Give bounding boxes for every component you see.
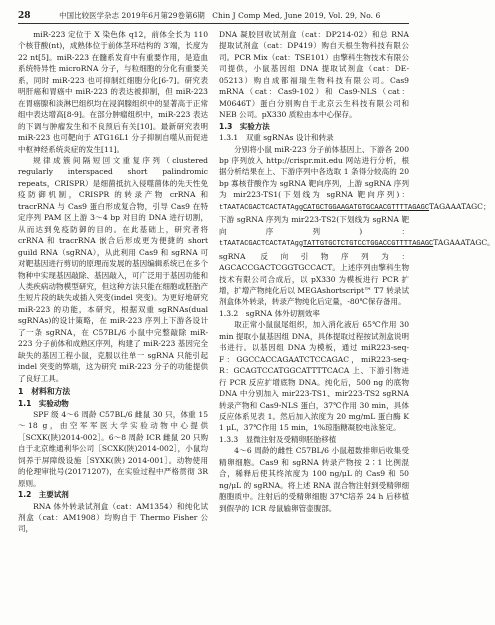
paragraph-animals: SPF 级 4～6 周龄 C57BL/6 雌鼠 30 只，体重 15～18 g，由空军军医大学实验动物中心提供［SCXK(陕)2014-002］。6～8 周龄 ICR 雌鼠 20 只购自于北京维通利华公司［SCXK(陕)2014-002］，小鼠均饲养于屏障级设施［SYXK(陕) 2014-001］。动物使用的伦理审批号(20171207)，在实验过程中严格贯彻 3R 原则。 <box>18 409 208 488</box>
paragraph-crispr-background: 规律成簇间隔短回文重复序列（clustered regularly interspaced short palindromic repeats，CRISPR）是细菌抵抗入侵噬菌体的先天性免疫防御机制，CRISPR 的转录产物 crRNA 和 tracrRNA 与 Cas9 蛋白形成复合物，引导 Cas9 在特定序列 PAM 区上游 3～4 bp 对目的 DNA 进行切割，从而达到免疫防御的目的。在此基础上，研究者将 crRNA 和 tracrRNA 嵌合后形成更为便捷的 short guild RNA（sgRNA），从此利用 Cas9 和 sgRNA 可对靶基因进行剪切的原理而发展的基因编辑系统已在多个物种中实现基因敲除、基因敲入，可广泛用于基因功能和人类疾病动物模型研究，但这种方法只能在细胞或胚胎产生短片段的缺失或插入突变(indel 突变)。为更好地研究 miR-223 的功能，本研究，根据双重 sgRNAs(dual sgRNAs)的设计策略，在 miR-223 序列上下游各设计了一条 sgRNA，在 C57BL/6 小鼠中完整敲除 miR-223 分子前体和成熟区序列，构建了 miR-223 基因完全缺失的基因工程小鼠，克服以往单一 sgRNA 只能引起 indel 突变的弊端，这为研究 miR-223 分子的功能提供了良好工具。 <box>18 155 208 383</box>
sgrna-seq2-prefix: tTAATACGACTCACTATAgg <box>219 240 304 249</box>
sgrna-seq1-tail: TAGAAATAGC；下游 sgRNA 序列为 mir223-TS2(下划线为 sgRNA 靶向序列)： <box>219 201 491 236</box>
journal-title-cn: 中国比较医学杂志 2019年6月第29卷第6期 <box>59 11 205 20</box>
sgrna-design-text: 分别将小鼠 miR-223 分子前体基因上、下游各 200 bp 序列放入 http://crispr.mit.edu 网站进行分析，根据分析结果在上、下游序列中各选取 1 条得分较高的 20 bp 寡核苷酸作为 sgRNA 靶向序列，上游 sgRNA 序列为 mir223-TS1(下划线为 sgRNA 靶向序列)： <box>219 144 409 200</box>
sgrna-seq1-target: CATGCTGGAAGATGTGCAACGTTTTAGAGC <box>303 203 430 212</box>
paragraph-reagents-continued: DNA 凝胶回收试剂盒（cat：DP214-02）和总 RNA 提取试剂盒（cat：DP419）购自天根生物科技有限公司。PCR Mix（cat：TSE101）由擎科生物技术有限公司提供，小鼠基因组 DNA 提取试剂盒（cat：DE-05213）购自成都福瑞生物科技有限公司。Cas9 mRNA（cat：Cas9-102）和 Cas9-NLS（cat：M0646T）蛋白分别购自于北京云生科技有限公司和 NEB 公司。pX330 质粒由本中心保存。 <box>219 30 409 120</box>
page-number: 28 <box>18 11 31 21</box>
paragraph-cleavage: 取正常小鼠鼠尾组织，加入消化液后 65℃作用 30 min 提取小鼠基因组 DNA，具体提取过程按试剂盒说明书进行。以基因组 DNA 为模板，通过 miR223-seq-F：GGCCACCAGAATCTCCAGAC，miR223-seq-R：GCAGTCCATGGCATTTTCACA 上、下游引物进行 PCR 反应扩增底物 DNA。纯化后，500 ng 的底物 DNA 中分别加入 mir223-TS1、mir223-TS2 sgRNA 转录产物和 Cas9-NLS 蛋白，37℃作用 30 min，具体反应体系见表 1。然后加入浓度为 20 mg/mL 蛋白酶 K 1 μL，37℃作用 15 min，1%琼脂糖凝胶电泳鉴定。 <box>219 320 409 433</box>
right-column <box>219 29 495 535</box>
two-column-body <box>18 29 495 535</box>
paragraph-microinjection: 4～6 周龄的雌性 C57BL/6 小鼠超数排卵后收集受精卵细胞。Cas9 和 sgRNA 转录产物按 2∶1 比例混合，稀释后使其终浓度为 100 ng/μL 的 Cas9 和 50 ng/μL 的 sgRNA。将上述 RNA 混合物注射到受精卵细胞胞质中。注射后的受精卵细胞 37℃培养 24 h 后移植到假孕的 ICR 母鼠输卵管壶腹部。 <box>219 446 409 513</box>
sgrna-seq2-tail: TAGAAATAGC。sgRNA 反向引物序列为：AGCACCGACTCGGTGCCACT。上述序列由擎科生物技术有限公司合成后，以 pX330 为模板进行 PCR 扩增，扩增产物纯化后以 MEGAshortscript™ T7 转录试剂盒体外转录，转录产物纯化后定量，-80℃保存备用。 <box>219 238 495 307</box>
paragraph-mir223-background: miR-223 定位于 X 染色体 q12，前体全长为 110 个核苷酸(nt)，成熟体位于前体茎环结构的 3′端，长度为 22 nt[5]。miR-223 在髓系发育中有重要作用，是造血系统特异性 microRNA 分子，与粒细胞的分化有重要关系，同时 miR-223 也可抑制红细胞分化[6-7]。研究表明肝癌和胃癌中 miR-223 的表达被抑制，但 miR-223 在胃癌腺和淡淋巴组织均在浸润腺组织中的显著高于正常组中表达增高[8-9]。在部分肿瘤组织中，miR-223 表达的下调与肿瘤发生和不良预后有关[10]。最新研究表明 miR-223 也可靶向于 ATG16L1 分子抑制自噬从而促进中枢神经系统炎症的发生[11]。 <box>18 30 208 154</box>
journal-title-en: Chin J Comp Med, June 2019, Vol. 29, No. 6 <box>212 11 381 20</box>
paragraph-reagents-start: RNA 体外转录试剂盒（cat：AM1354）和纯化试剂盒（cat：AM1908）均购自于 Thermo Fisher 公司， <box>18 501 208 534</box>
subsubsection-heading-microinjection: 1.3.3 显微注射及受精卵胚胎移植 <box>219 434 337 444</box>
section-heading-materials-methods: 1 材料和方法 <box>18 387 71 397</box>
left-column <box>18 29 208 535</box>
subsection-heading-reagents: 1.2 主要试剂 <box>18 490 69 500</box>
subsection-heading-methods: 1.3 实验方法 <box>219 121 270 131</box>
subsubsection-heading-cleavage: 1.3.2 sgRNA 体外切割效率 <box>219 308 320 318</box>
subsubsection-heading-sgrna-design: 1.3.1 双重 sgRNAs 设计和转录 <box>219 133 334 143</box>
paragraph-sgrna-design <box>219 144 495 308</box>
journal-citation <box>31 10 409 21</box>
sgrna-seq2-target: TATTGTGCTCTGTCCTGGACCGTTTTAGAGC <box>303 240 434 249</box>
running-header <box>18 10 409 24</box>
sgrna-seq1-prefix: tTAATACGACTCACTATAgg <box>219 203 304 212</box>
subsection-heading-animals: 1.1 实验动物 <box>18 398 69 408</box>
